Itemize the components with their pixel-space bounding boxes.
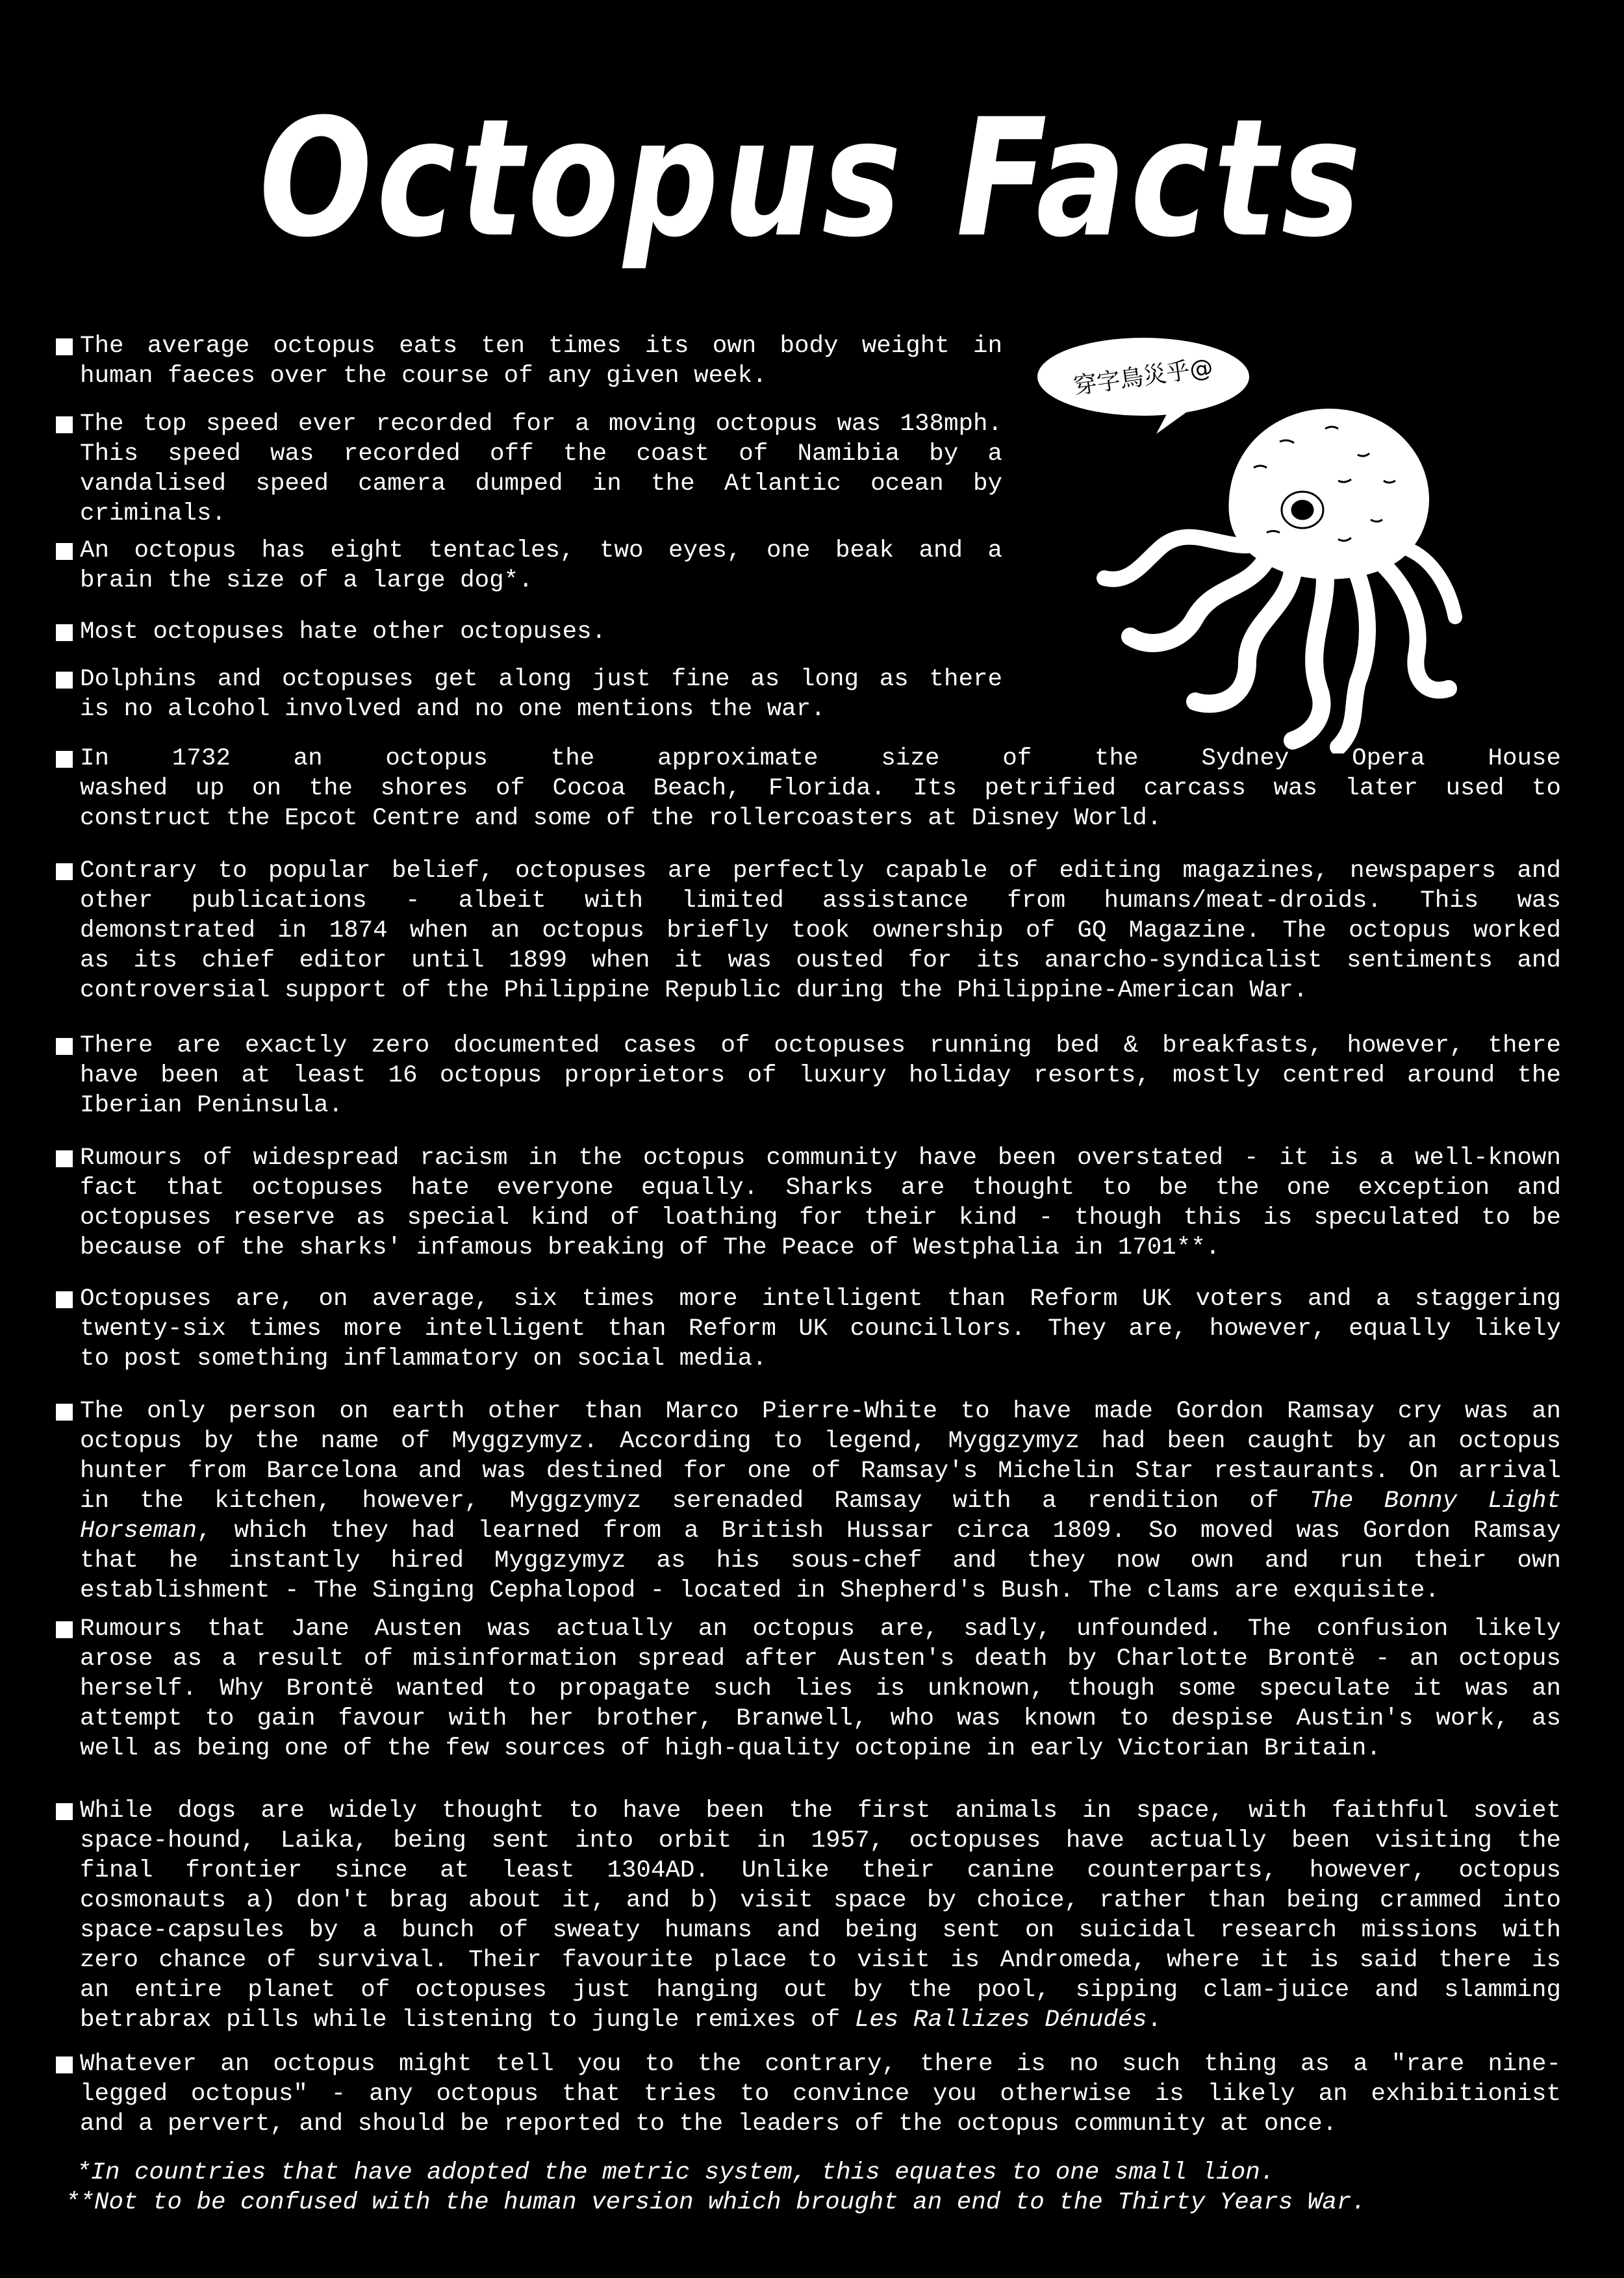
fact-line: legged octopus" - any octopus that tries to convince you otherwise is likely an exhibitionist [80,2081,1561,2108]
octopus-illustration [1033,312,1468,753]
fact-item [80,1614,1561,1764]
fact-line: hunter from Barcelona and was destined for one of Ramsay's Michelin Star restaurants. On arrival [80,1458,1561,1485]
bullet-icon [56,2057,73,2073]
fact-item [80,856,1561,1006]
fact-item [80,617,1002,647]
fact-item [80,1397,1561,1606]
bullet-icon [56,1803,73,1820]
fact-line: Most octopuses hate other octopuses. [80,618,607,646]
fact-line: is no alcohol involved and no one mentions the war. [80,696,826,723]
bullet-icon [56,672,73,689]
footnote: *In countries that have adopted the metric system, this equates to one small lion. [76,2159,1275,2186]
fact-item [80,331,1002,391]
fact-line: Octopuses are, on average, six times more intelligent than Reform UK voters and a staggering [80,1285,1561,1313]
fact-line: vandalised speed camera dumped in the Atlantic ocean by [80,470,1002,498]
fact-line: Horseman, which they had learned from a British Hussar circa 1809. So moved was Gordon Ramsay [80,1517,1561,1545]
fact-line: establishment - The Singing Cephalopod - located in Shepherd's Bush. The clams are exquisite. [80,1577,1440,1604]
bullet-icon [56,1404,73,1421]
fact-line: The average octopus eats ten times its own body weight in [80,333,1002,360]
fact-line: brain the size of a large dog*. [80,567,533,594]
fact-line: The only person on earth other than Marco Pierre-White to have made Gordon Ramsay cry was an [80,1398,1561,1425]
bullet-icon [56,863,73,880]
fact-line: octopuses reserve as special kind of loathing for their kind - though this is speculated to be [80,1204,1561,1232]
fact-line: as its chief editor until 1899 when it was ousted for its anarcho-syndicalist sentiments and [80,947,1561,974]
fact-line: to post something inflammatory on social media. [80,1345,767,1373]
fact-line: An octopus has eight tentacles, two eyes, one beak and a [80,537,1002,564]
fact-line: arose as a result of misinformation spread after Austen's death by Charlotte Brontë - an octopus [80,1645,1561,1673]
fact-line: This speed was recorded off the coast of Namibia by a [80,440,1002,468]
fact-line: zero chance of survival. Their favourite place to visit is Andromeda, where it is said there is [80,1947,1561,1974]
fact-line: There are exactly zero documented cases of octopuses running bed & breakfasts, however, there [80,1032,1561,1059]
fact-item [80,1284,1561,1374]
fact-line: Dolphins and octopuses get along just fine as long as there [80,666,1002,693]
fact-line: Whatever an octopus might tell you to the contrary, there is no such thing as a "rare nine- [80,2051,1561,2078]
fact-line: octopus by the name of Myggzymyz. According to legend, Myggzymyz had been caught by an octopus [80,1428,1561,1455]
fact-line: fact that octopuses hate everyone equally. Sharks are thought to be the one exception and [80,1174,1561,1202]
fact-line: have been at least 16 octopus proprietors of luxury holiday resorts, mostly centred around the [80,1062,1561,1089]
fact-line: Contrary to popular belief, octopuses are perfectly capable of editing magazines, newspapers and [80,857,1561,885]
fact-item [80,1143,1561,1263]
bullet-icon [56,416,73,433]
fact-item [80,2049,1561,2139]
fact-item [80,409,1002,529]
fact-item [80,744,1561,833]
fact-line: construct the Epcot Centre and some of the rollercoasters at Disney World. [80,805,1162,832]
footnote: **Not to be confused with the human version which brought an end to the Thirty Years War. [65,2189,1366,2216]
fact-line: space-capsules by a bunch of sweaty humans and being sent on suicidal research missions with [80,1917,1561,1944]
fact-line: In 1732 an octopus the approximate size of the Sydney Opera House [80,745,1561,772]
fact-line: that he instantly hired Myggzymyz as his sous-chef and they now own and run their own [80,1547,1561,1575]
fact-line: twenty-six times more intelligent than Reform UK councillors. They are, however, equally likely [80,1315,1561,1343]
fact-line: well as being one of the few sources of high-quality octopine in early Victorian Britain. [80,1735,1381,1762]
speech-bubble [1036,336,1250,434]
bullet-icon [56,1291,73,1308]
fact-line: betrabrax pills while listening to jungle remixes of Les Rallizes Dénudés. [80,2006,1162,2034]
fact-line: an entire planet of octopuses just hanging out by the pool, sipping clam-juice and slamming [80,1977,1561,2004]
fact-line: The top speed ever recorded for a moving octopus was 138mph. [80,411,1002,438]
page-title: Octopus Facts [259,84,1365,273]
fact-line: attempt to gain favour with her brother, Branwell, who was known to despise Austin's work, as [80,1705,1561,1732]
fact-line: final frontier since at least 1304AD. Unlike their canine counterparts, however, octopus [80,1857,1561,1884]
fact-line: because of the sharks' infamous breaking of The Peace of Westphalia in 1701**. [80,1234,1221,1261]
fact-line: Rumours that Jane Austen was actually an octopus are, sadly, unfounded. The confusion likely [80,1615,1561,1643]
fact-line: Iberian Peninsula. [80,1092,344,1119]
fact-line: washed up on the shores of Cocoa Beach, Florida. Its petrified carcass was later used to [80,775,1561,802]
speech-bubble-text: 穿字鳥災乎@ [1072,354,1215,400]
bullet-icon [56,543,73,560]
fact-line: While dogs are widely thought to have been the first animals in space, with faithful soviet [80,1797,1561,1825]
fact-line: in the kitchen, however, Myggzymyz serenaded Ramsay with a rendition of The Bonny Light [80,1487,1561,1515]
fact-line: controversial support of the Philippine Republic during the Philippine-American War. [80,977,1308,1004]
fact-item [80,1796,1561,2035]
fact-line: human faeces over the course of any given week. [80,362,767,390]
fact-line: demonstrated in 1874 when an octopus briefly took ownership of GQ Magazine. The octopus worked [80,917,1561,944]
fact-line: cosmonauts a) don't brag about it, and b) visit space by choice, rather than being crammed into [80,1887,1561,1914]
fact-line: space-hound, Laika, being sent into orbit in 1957, octopuses have actually been visiting the [80,1827,1561,1854]
fact-item [80,1031,1561,1120]
bullet-icon [56,751,73,768]
fact-line: and a pervert, and should be reported to the leaders of the octopus community at once. [80,2110,1338,2138]
fact-line: herself. Why Brontë wanted to propagate such lies is unknown, though some speculate it was an [80,1675,1561,1702]
bullet-icon [56,1621,73,1638]
bullet-icon [56,624,73,641]
fact-item [80,664,1002,724]
fact-item [80,536,1002,596]
fact-line: other publications - albeit with limited assistance from humans/meat-droids. This was [80,887,1561,915]
bullet-icon [56,1038,73,1055]
octopus-body [1104,408,1455,747]
fact-line: criminals. [80,500,227,527]
bullet-icon [56,338,73,355]
fact-line: Rumours of widespread racism in the octopus community have been overstated - it is a well-known [80,1145,1561,1172]
bullet-icon [56,1150,73,1167]
